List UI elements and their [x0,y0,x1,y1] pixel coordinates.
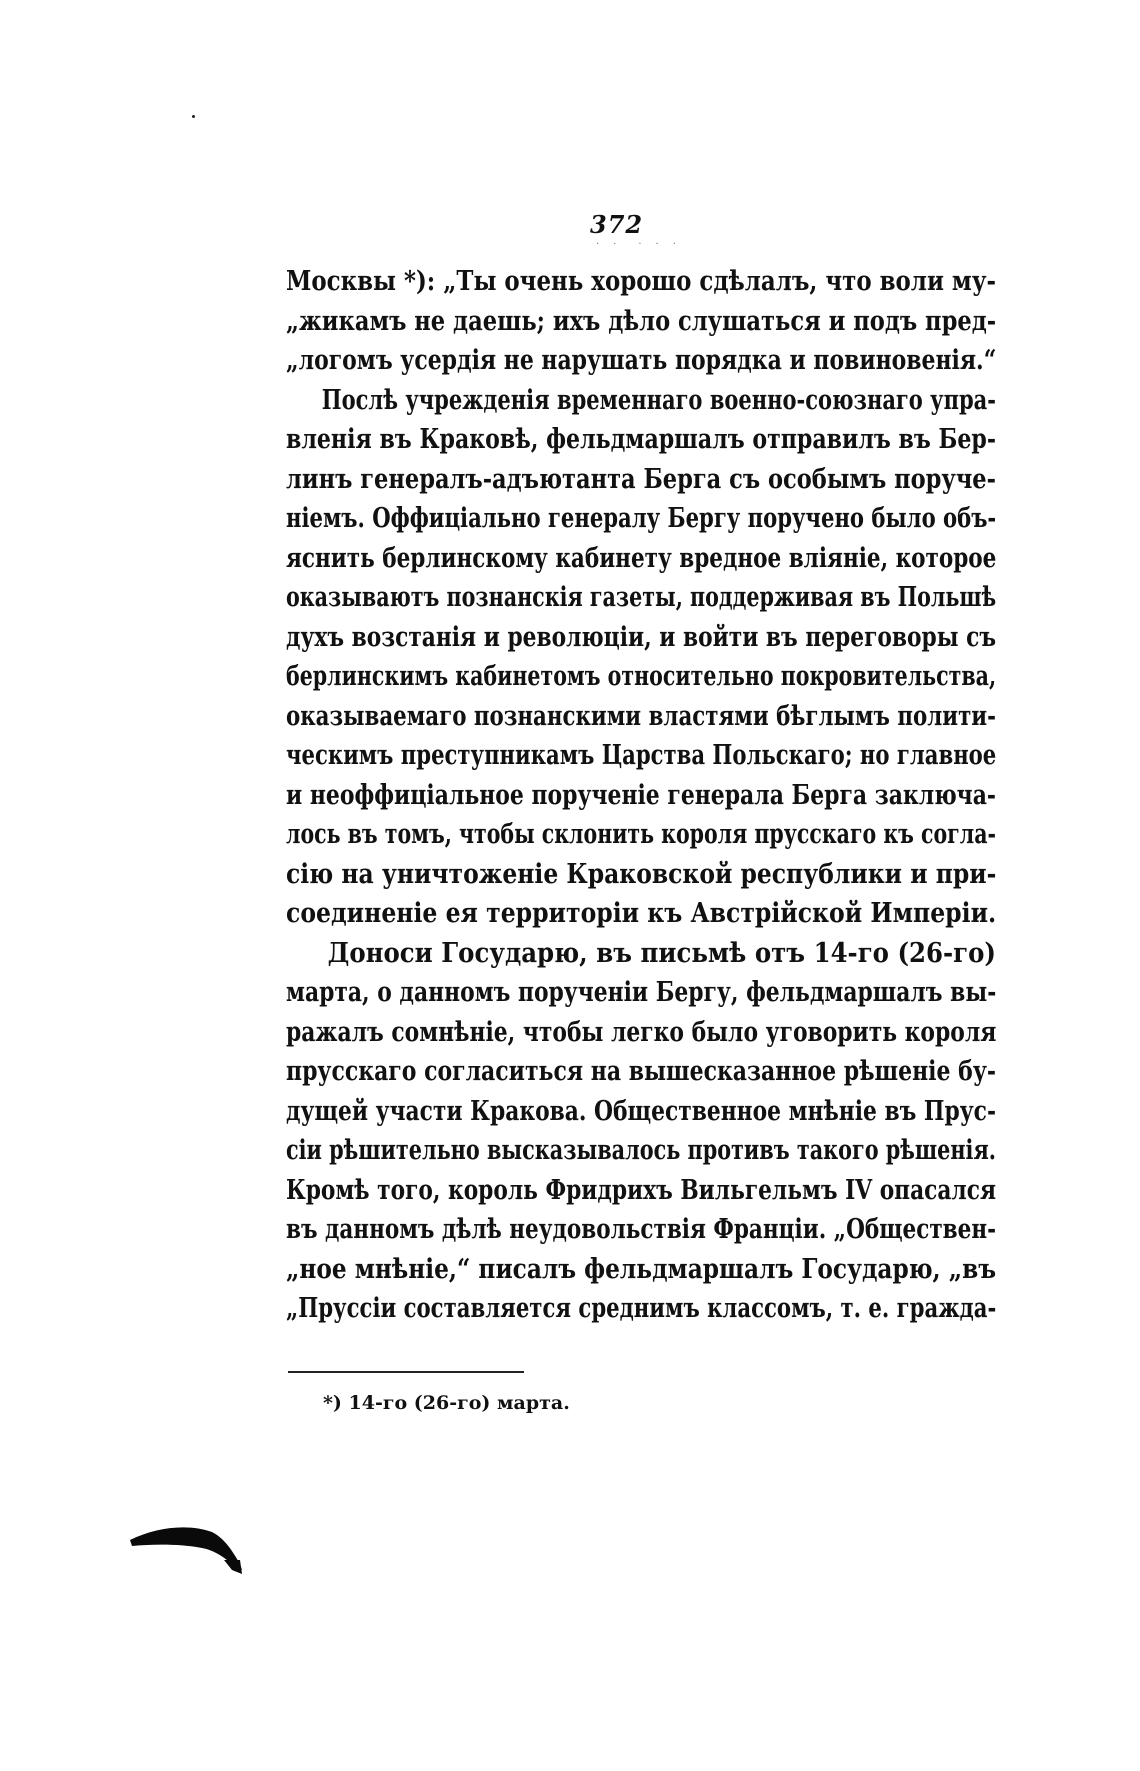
text-line: „жикамъ не даешь; ихъ дѣло слушаться и подъ пред- [286,305,997,337]
text-line: и неоффиціальное порученіе генерала Берга заключа- [286,779,996,811]
text-line: Москвы *): „Ты очень хорошо сдѣлалъ, что воли му- [286,266,996,297]
body-text [286,262,996,1329]
text-line: марта, о данномъ порученіи Бергу, фельдмаршалъ вы- [286,977,997,1008]
text-line: Послѣ учрежденія временнаго военно-союзнаго упра- [321,384,996,416]
page-corner-mark [128,1520,248,1600]
text-line: оказываютъ познанскія газеты, поддерживая въ Польшѣ [286,582,997,613]
text-line: лось въ томъ, чтобы склонить короля прусскаго къ согла- [286,819,996,850]
footnote-rule [288,1371,524,1373]
text-line: въ данномъ дѣлѣ неудовольствія Франціи. „Обществен- [286,1214,997,1245]
text-line: линъ генералъ-адъютанта Берга съ особымъ поруче- [286,463,996,495]
text-line: берлинскимъ кабинетомъ относительно покровительства, [286,661,997,692]
text-line: прусскаго согласиться на вышесказанное рѣшеніе бу- [286,1056,996,1087]
text-line: ражалъ сомнѣніе, чтобы легко было уговорить короля [286,1016,997,1048]
text-line: духъ возстанія и революціи, и войти въ переговоры съ [286,621,996,653]
page-speck [192,115,195,118]
print-dots: . . . . . [596,236,682,247]
text-line: ніемъ. Оффиціально генералу Бергу поручено было объ- [286,503,997,534]
text-line: „Пруссіи составляется среднимъ классомъ, т. е. гражда- [286,1293,997,1324]
text-line: „ное мнѣніе,“ писалъ фельдмаршалъ Государю, „въ [286,1253,997,1285]
text-line: дущей участи Кракова. Общественное мнѣніе въ Прус- [286,1095,996,1127]
text-line: вленія въ Краковѣ, фельдмаршалъ отправилъ въ Бер- [286,424,996,455]
text-line: ческимъ преступникамъ Царства Польскаго; но главное [286,740,997,771]
text-line: соединеніе ея территоріи къ Австрійской Имперіи. [286,898,997,929]
text-line: оказываемаго познанскими властями бѣглымъ полити- [286,700,996,732]
text-line: „логомъ усердія не нарушать порядка и повиновенія.“ [286,345,997,376]
page-number: 372 [590,210,644,239]
footnote: *) 14-го (26-го) марта. [323,1392,570,1414]
text-line: Доноси Государю, въ письмѣ отъ 14-го (26-го) [327,937,996,969]
text-line: сіи рѣшительно высказывалось противъ такого рѣшенія. [286,1135,996,1166]
text-line: сію на уничтоженіе Краковской республики и при- [286,858,997,890]
text-line: яснить берлинскому кабинету вредное вліяніе, которое [286,542,997,574]
text-line: Кромѣ того, король Фридрихъ Вильгельмъ IV опасался [286,1174,996,1206]
